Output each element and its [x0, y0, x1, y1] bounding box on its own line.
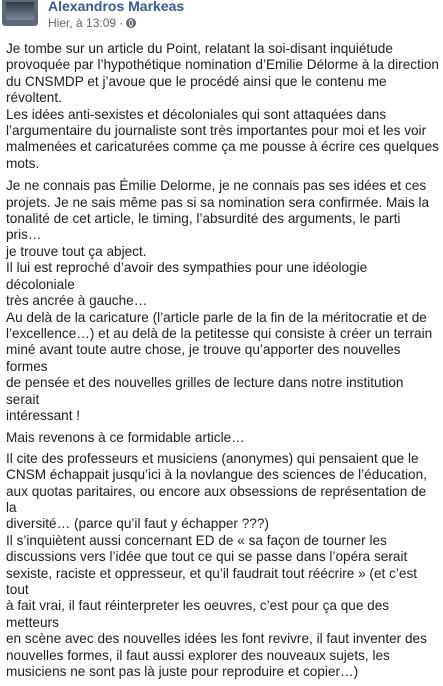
post-paragraph-3: Mais revenons à ce formidable article… [6, 430, 245, 446]
post-body [6, 41, 439, 686]
post-paragraph-4: Il cite des professeurs et musiciens (anonymes) qui pensaient que le CNSM échappait jusqu’ici à la novlangue des sciences de l’éducation, aux quotas paritaires, ou encore aux obsessions de représentation de la diversité… (parce qu’il faut y échapper ???) Il s’inquiètent aussi concernant ED de « sa façon de tourner les discussions vers l’idée que tout ce qui se passe dans l’opéra serait sexiste, raciste et oppresseur, et qu’il faudrait tout réécrire » (et c’est tout à fait vrai, il faut réinterpreter les oeuvres, c’est pour ça que des metteurs en scène avec des nouvelles idées les font revivre, il faut inventer des nouvelles formes, il faut aussi explorer des nouveaux sujets, les musiciens ne sont pas là juste pour reproduire et copier…) [6, 450, 427, 680]
post-paragraph-1: Je tombe sur un article du Point, relatant la soi-disant inquiétude provoquée par l’hypothétique nomination d’Emilie Délorme à la direction du CNSMDP et j’avoue que le procédé ainsi que le contenu me révoltent. Les idées anti-sexistes et décoloniales qui sont attaquées dans l’argumentaire du journaliste sont très importantes pour moi et les voir malmenées et caricaturées comme ça me pousse à écrire ces quelques mots. [6, 41, 439, 171]
post-paragraph-2: Je ne connais pas Émilie Delorme, je ne connais pas ses idées et ces projets. Je ne sais même pas si sa nomination sera confirmée. Mais la tonalité de cet article, le timing, l’absurdité des arguments, le parti pris… je trouve tout ça abject. Il lui est reproché d’avoir des sympathies pour une idéologie décoloniale très ancrée à gauche… Au delà de la caricature (l’article parle de la fin de la méritocratie et de l’excellence…) et au delà de la petitesse qui consiste à créer un terrain miné avant toute autre chose, je trouve qu’apporter des nouvelles formes de pensée et des nouvelles grilles de lecture dans notre institution serait intéressant ! [6, 178, 433, 423]
author-name[interactable]: Alexandros Markeas [48, 0, 185, 14]
avatar[interactable] [2, 0, 38, 26]
post-header [0, 0, 443, 34]
globe-icon[interactable] [126, 18, 136, 28]
post-timestamp[interactable]: Hier, à 13:09 · [48, 16, 124, 30]
post-meta [48, 16, 136, 30]
avatar-photo [6, 2, 34, 20]
